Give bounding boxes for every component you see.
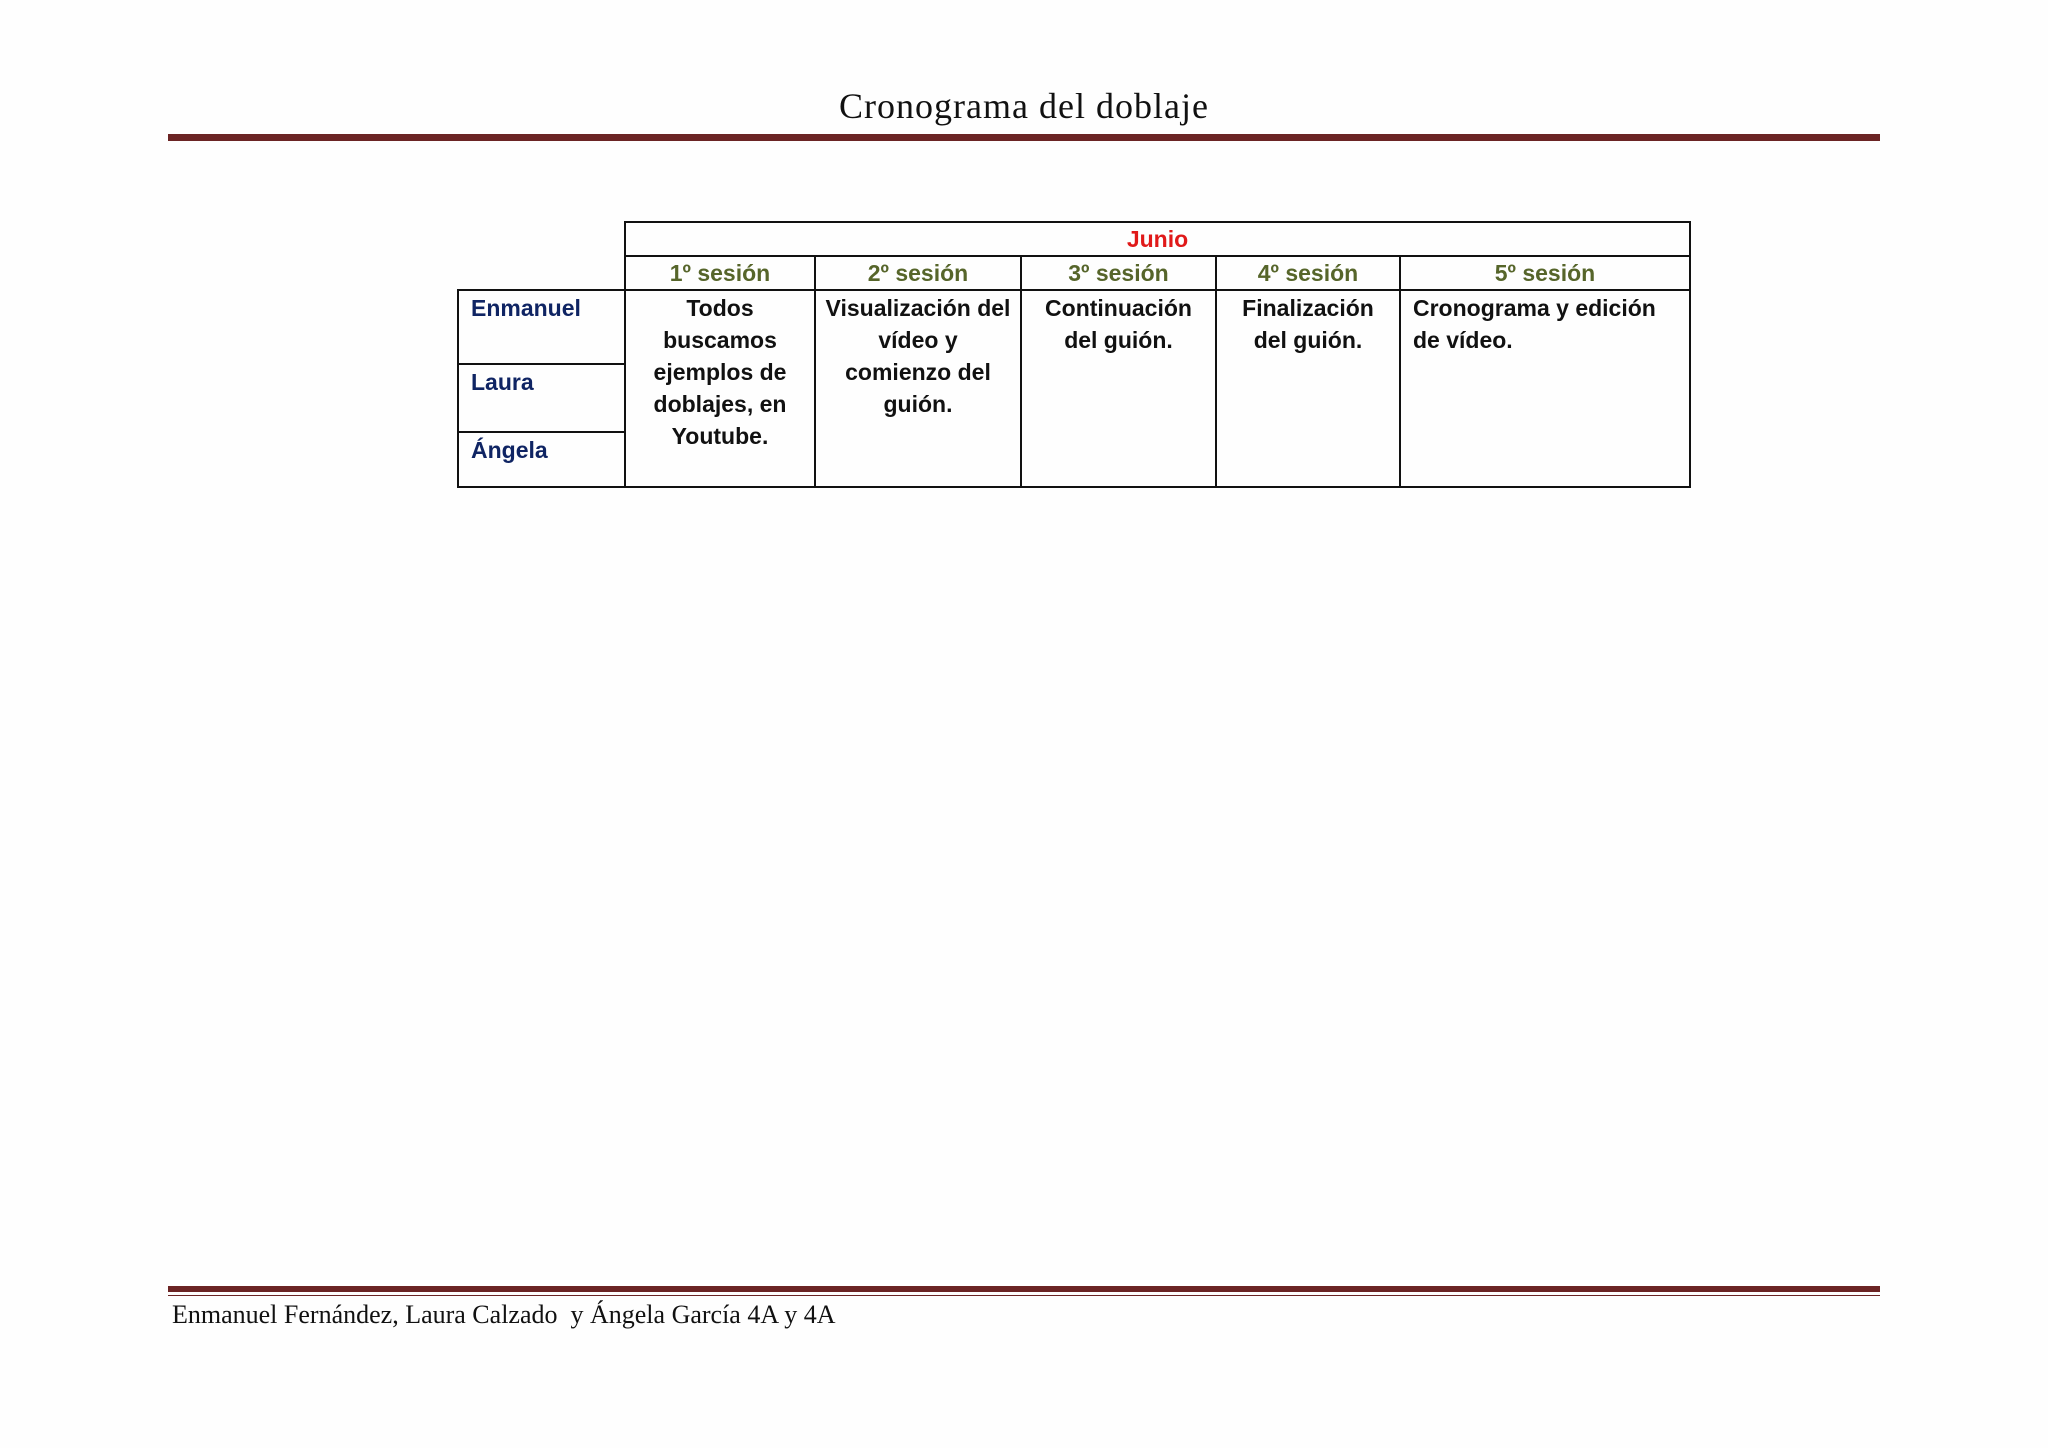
name-cell-angela: Ángela: [458, 432, 625, 487]
name-cell-enmanuel: Enmanuel: [458, 290, 625, 364]
empty-corner-cell: [458, 256, 625, 290]
month-row: [458, 222, 1690, 256]
empty-corner-cell: [458, 222, 625, 256]
header-rule: [168, 134, 1880, 144]
activity-session-3: Continuación del guión.: [1021, 290, 1216, 487]
activity-session-4: Finalización del guión.: [1216, 290, 1400, 487]
session-header-4: 4º sesión: [1216, 256, 1400, 290]
name-cell-laura: Laura: [458, 364, 625, 432]
activity-session-2: Visualización del vídeo y comienzo del guión.: [815, 290, 1021, 487]
session-header-3: 3º sesión: [1021, 256, 1216, 290]
footer-rule: [168, 1286, 1880, 1296]
session-header-5: 5º sesión: [1400, 256, 1690, 290]
footer-text: Enmanuel Fernández, Laura Calzado y Ángela García 4A y 4A: [172, 1300, 836, 1329]
month-header: Junio: [625, 222, 1690, 256]
session-header-2: 2º sesión: [815, 256, 1021, 290]
activity-session-1: Todos buscamos ejemplos de doblajes, en Youtube.: [625, 290, 815, 487]
schedule-table: [457, 221, 1691, 488]
activity-session-5: Cronograma y edición de vídeo.: [1400, 290, 1690, 487]
session-header-1: 1º sesión: [625, 256, 815, 290]
table-row: [458, 290, 1690, 364]
session-header-row: [458, 256, 1690, 290]
page-title: Cronograma del doblaje: [839, 86, 1209, 126]
